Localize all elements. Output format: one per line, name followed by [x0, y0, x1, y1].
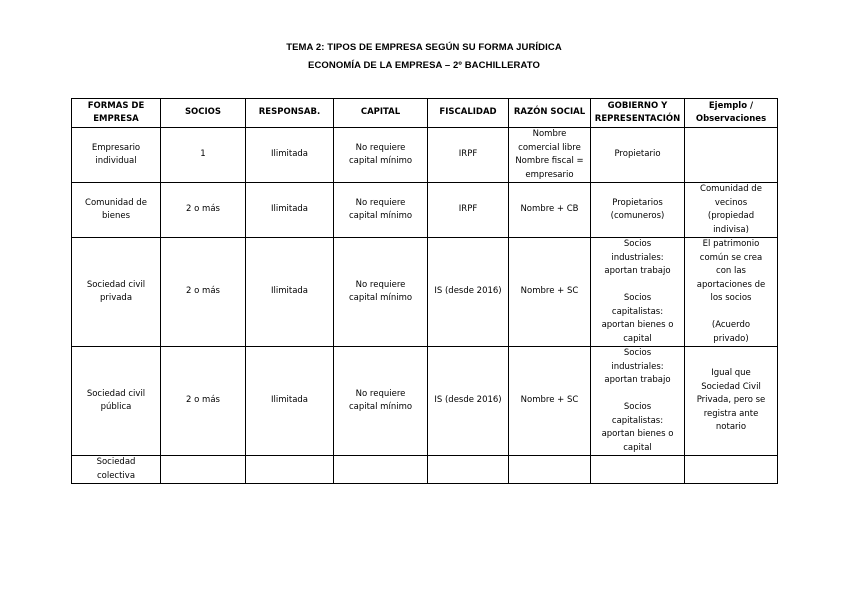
- table-row: [72, 183, 778, 238]
- header-razon-social: RAZÓN SOCIAL: [509, 99, 591, 128]
- table-header-row: [72, 99, 778, 128]
- table-row: [72, 456, 778, 484]
- cell-gobierno: Propietarios (comuneros): [591, 183, 685, 238]
- cell-forma: Sociedad civil privada: [72, 238, 161, 347]
- table-row: [72, 128, 778, 183]
- cell-capital: No requiere capital mínimo: [334, 347, 428, 456]
- cell-capital: No requiere capital mínimo: [334, 238, 428, 347]
- cell-responsabilidad: [246, 456, 334, 484]
- cell-socios: 1: [161, 128, 246, 183]
- table-row: [72, 238, 778, 347]
- header-gobierno: GOBIERNO Y REPRESENTACIÓN: [591, 99, 685, 128]
- header-ejemplo: Ejemplo / Observaciones: [685, 99, 778, 128]
- table-row: [72, 347, 778, 456]
- cell-ejemplo: Igual que Sociedad Civil Privada, pero se registra ante notario: [685, 347, 778, 456]
- header-socios: SOCIOS: [161, 99, 246, 128]
- header-formas-empresa: FORMAS DE EMPRESA: [72, 99, 161, 128]
- cell-capital: No requiere capital mínimo: [334, 128, 428, 183]
- cell-capital: [334, 456, 428, 484]
- cell-socios: 2 o más: [161, 347, 246, 456]
- cell-capital: No requiere capital mínimo: [334, 183, 428, 238]
- cell-gobierno: Socios industriales: aportan trabajo Socios capitalistas: aportan bienes o capital: [591, 347, 685, 456]
- cell-ejemplo: [685, 128, 778, 183]
- header-capital: CAPITAL: [334, 99, 428, 128]
- cell-socios: 2 o más: [161, 238, 246, 347]
- document-title: TEMA 2: TIPOS DE EMPRESA SEGÚN SU FORMA JURÍDICA: [286, 42, 562, 53]
- cell-razon-social: [509, 456, 591, 484]
- header-fiscalidad: FISCALIDAD: [428, 99, 509, 128]
- cell-forma: Comunidad de bienes: [72, 183, 161, 238]
- company-types-table: [71, 98, 778, 484]
- cell-ejemplo: [685, 456, 778, 484]
- cell-ejemplo: Comunidad de vecinos (propiedad indivisa): [685, 183, 778, 238]
- cell-fiscalidad: [428, 456, 509, 484]
- cell-forma: Sociedad civil pública: [72, 347, 161, 456]
- cell-razon-social: Nombre + SC: [509, 347, 591, 456]
- cell-gobierno: Propietario: [591, 128, 685, 183]
- cell-ejemplo: El patrimonio común se crea con las aportaciones de los socios (Acuerdo privado): [685, 238, 778, 347]
- cell-socios: 2 o más: [161, 183, 246, 238]
- cell-razon-social: Nombre + CB: [509, 183, 591, 238]
- cell-responsabilidad: Ilimitada: [246, 238, 334, 347]
- cell-forma: Empresario individual: [72, 128, 161, 183]
- cell-fiscalidad: IS (desde 2016): [428, 347, 509, 456]
- cell-responsabilidad: Ilimitada: [246, 183, 334, 238]
- cell-gobierno: Socios industriales: aportan trabajo Socios capitalistas: aportan bienes o capital: [591, 238, 685, 347]
- cell-fiscalidad: IS (desde 2016): [428, 238, 509, 347]
- cell-razon-social: Nombre comercial libre Nombre fiscal = empresario: [509, 128, 591, 183]
- cell-forma: Sociedad colectiva: [72, 456, 161, 484]
- cell-fiscalidad: IRPF: [428, 183, 509, 238]
- header-responsabilidad: RESPONSAB.: [246, 99, 334, 128]
- cell-razon-social: Nombre + SC: [509, 238, 591, 347]
- cell-socios: [161, 456, 246, 484]
- cell-responsabilidad: Ilimitada: [246, 347, 334, 456]
- cell-fiscalidad: IRPF: [428, 128, 509, 183]
- document-subtitle: ECONOMÍA DE LA EMPRESA – 2º BACHILLERATO: [308, 60, 540, 71]
- cell-gobierno: [591, 456, 685, 484]
- cell-responsabilidad: Ilimitada: [246, 128, 334, 183]
